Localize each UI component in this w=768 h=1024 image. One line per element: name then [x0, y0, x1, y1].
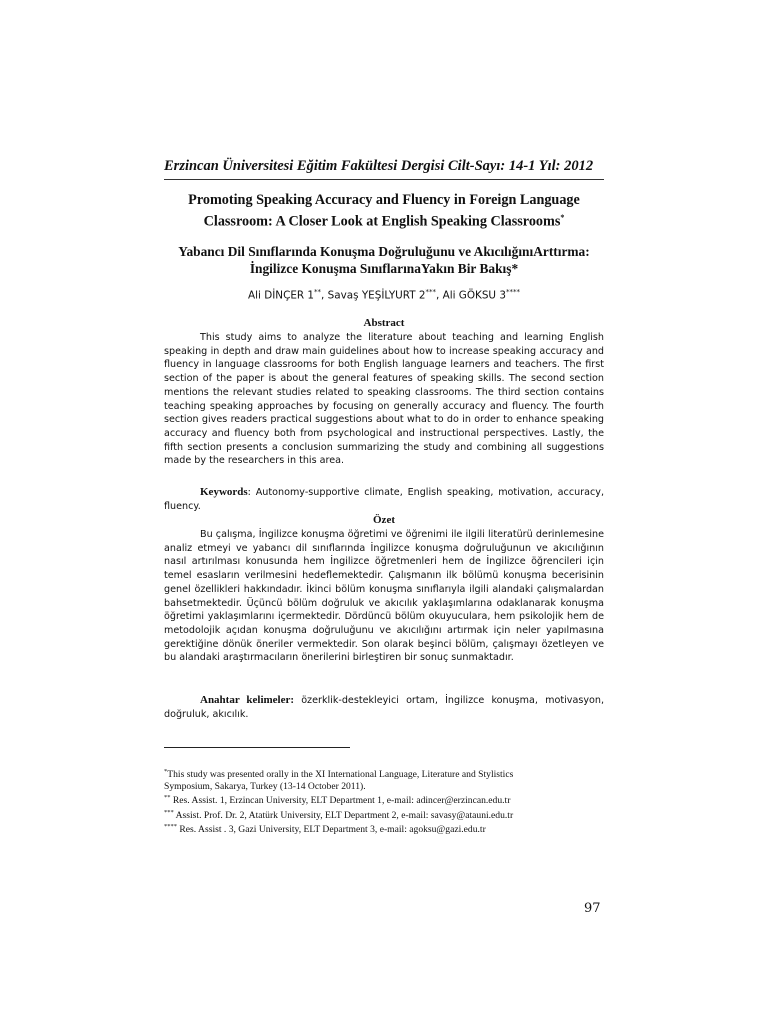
keywords-text: : Autonomy-supportive climate, English speaking, motivation, accuracy, fluency.: [164, 487, 604, 512]
english-title-line1: Promoting Speaking Accuracy and Fluency in Foreign Language: [188, 192, 580, 208]
author-separator: ,: [436, 289, 443, 302]
turkish-title: [160, 243, 608, 277]
keywords-label: Keywords: [200, 486, 248, 498]
footnote-mark: ****: [164, 823, 177, 831]
journal-header: Erzincan Üniversitesi Eğitim Fakültesi Dergisi Cilt-Sayı: 14-1 Yıl: 2012: [164, 158, 594, 174]
keywords-paragraph: [164, 486, 604, 513]
footnote-mark: ***: [164, 808, 174, 816]
footnote-text: Symposium, Sakarya, Turkey (13-14 October 2011).: [164, 780, 366, 792]
author-name: Ali DİNÇER 1: [248, 289, 315, 302]
ozet-text: Bu çalışma, İngilizce konuşma öğretimi ve öğrenimi ile ilgili literatürü derinlemesine analiz etmeyi ve yabancı dil sınıflarında İngilizce konuşma doğruluğunun ve akıcılığının nasıl artırılması konusunda hem İngilizce öğretmenleri hem de İngilizce öğrencileri için temel esasların verilmesini hedeflemektedir. Çalışmanın ilk bölümü konuşma becerisinin genel özellikleri hakkındadır. İkinci bölüm konuşma sınıflarıyla ilgili alandaki çalışmalardan bahsetmektedir. Üçüncü bölüm doğruluk ve akıcılık yaklaşımlarına odaklanarak konuşma öğretimi yaklaşımlarını içermektedir. Dördüncü bölüm okuyuculara, hem psikolojik hem de metodolojik açıdan konuşma doğruluğunu ve akıcılığını artırmak için neler yapılmasına gerektiğine dönük öneriler vermektedir. Son olarak beşinci bölüm, çalışmayı özetleyen ve bu alandaki araştırmacıların önerilerini birleştiren bir sonuç sunmaktadır.: [164, 529, 604, 664]
english-title: [160, 192, 608, 231]
ozet-heading: Özet: [373, 514, 395, 526]
author-name: Savaş YEŞİLYURT 2: [327, 289, 426, 302]
footnote-2: [164, 792, 604, 807]
anahtar-kelimeler-paragraph: [164, 694, 604, 721]
footnote-rule: [164, 747, 350, 748]
author-list: [160, 288, 608, 301]
ozet-paragraph: [164, 528, 604, 665]
anahtar-kelimeler-label: Anahtar kelimeler:: [200, 694, 295, 706]
footnote-mark: *: [164, 768, 168, 775]
footnote-3: [164, 807, 604, 822]
footnotes: [164, 766, 604, 836]
abstract-paragraph: [164, 331, 604, 468]
title-footnote-mark: *: [560, 213, 565, 222]
footnote-4: [164, 821, 604, 836]
footnote-text: Res. Assist . 3, Gazi University, ELT Department 3, e-mail: agoksu@gazi.edu.tr: [177, 824, 486, 836]
author-mark: **: [314, 288, 322, 296]
footnote-text: This study was presented orally in the XI International Language, Literature and Stylistics: [167, 769, 514, 781]
abstract-heading: Abstract: [363, 317, 405, 329]
author-mark: ***: [425, 288, 436, 296]
author-separator: ,: [321, 289, 328, 302]
english-title-line2: Classroom: A Closer Look at English Speaking Classrooms: [203, 213, 561, 230]
author-name: Ali GÖKSU 3: [442, 289, 506, 302]
footnote-1: [164, 766, 604, 781]
footnote-1-continued: [164, 781, 604, 792]
abstract-text: This study aims to analyze the literature about teaching and learning English speaking in depth and draw main guidelines about how to increase speaking accuracy and fluency in language classrooms for both English language learners and teachers. The first section of the paper is about the general features of speaking skills. The second section mentions the relevant studies related to speaking classrooms. The third section contains teaching speaking approaches by focusing on generally accuracy and fluency. The fourth section gives readers practical suggestions about what to do in order to enhance speaking accuracy and fluency both from psychological and instructional perspectives. Lastly, the fifth section presents a conclusion summarizing the study and combining all suggestions made by the researchers in this area.: [164, 332, 604, 467]
author-mark: ****: [505, 288, 520, 296]
turkish-title-line1: Yabancı Dil Sınıflarında Konuşma Doğruluğunu ve AkıcılığınıArttırma:: [178, 244, 590, 259]
header-rule: [164, 179, 604, 180]
footnote-mark: **: [164, 794, 171, 801]
page-number: 97: [584, 901, 601, 916]
anahtar-kelimeler-text: özerklik-destekleyici ortam, İngilizce konuşma, motivasyon, doğruluk, akıcılık.: [164, 695, 604, 720]
turkish-title-line2: İngilizce Konuşma SınıflarınaYakın Bir Bakış*: [249, 261, 519, 276]
footnote-text: Res. Assist. 1, Erzincan University, ELT Department 1, e-mail: adincer@erzincan.edu.tr: [170, 795, 511, 807]
footnote-text: Assist. Prof. Dr. 2, Atatürk University, ELT Department 2, e-mail: savasy@atauni.edu.tr: [173, 809, 514, 821]
